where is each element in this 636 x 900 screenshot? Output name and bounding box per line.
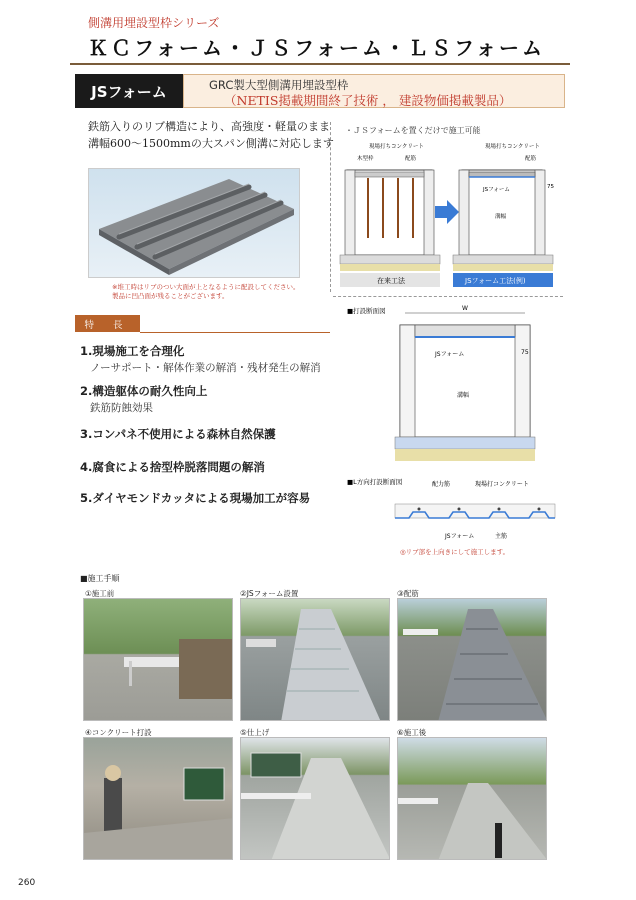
feature-4-title: 4.腐食による捨型枠脱落問題の解消 [80,460,265,474]
long-concrete: 現場打コンクリート [475,481,529,488]
comparison-diagram [335,138,560,293]
product-subtitle: GRC製大型側溝用埋設型枠 [209,78,349,92]
diagram-top-caption: ・ＪＳフォームを置くだけで施工可能 [345,126,481,135]
photo-note-2: 製品に凹凸面が残ることがございます。 [112,292,229,300]
steps-heading: ■施工手順 [80,574,120,583]
step-6-label: ⑥施工後 [397,728,427,737]
caption-conventional: 在来工法 [377,277,405,285]
features-heading: 特 長 [75,315,140,332]
divider-vertical [330,122,331,292]
long-title: ■L方向打設断面図 [347,478,403,486]
longitudinal-diagram [345,476,565,561]
intro-line-2: 溝幅600～1500mmの大スパン側溝に対応します [88,137,334,150]
step-1-photo [83,598,233,721]
feature-2-sub: 鉄筋防蝕効果 [90,402,153,414]
diagram-right-width: 溝幅 [495,214,507,220]
intro-line-1: 鉄筋入りのリブ構造により、高強度・軽量のまま [88,120,330,133]
diagram-left-wood: 木型枠 [357,156,374,162]
diagram-left-concrete: 現場打ちコンクリート [369,144,424,150]
series-title: 側溝用埋設型枠シリーズ [88,16,220,30]
product-badge: JSフォーム [75,74,183,108]
features-rule [140,332,330,333]
long-rebar: 配力筋 [432,481,451,488]
product-photo [88,168,300,278]
step-6-photo [397,737,547,860]
step-5-label: ⑤仕上げ [240,728,270,737]
diagram-right-concrete: 現場打ちコンクリート [485,144,540,150]
netis-note: （NETIS掲載期間終了技術 ， 建設物価掲載製品） [224,93,512,108]
section-form: JSフォーム [435,351,465,358]
step-2-photo [240,598,390,721]
diagram-right-form: JSフォーム [483,187,510,193]
product-header-box [183,74,565,108]
photo-note-1: ※堆工時はリブのつい大面が上となるように配設してください。 [112,283,300,291]
step-3-photo [397,598,547,721]
section-depth: 75 [521,349,529,356]
long-note: ◎リブ部を上向きにして施工します。 [400,548,510,556]
feature-2-title: 2.構造躯体の耐久性向上 [80,384,208,398]
page-title: ＫＣフォーム・ＪＳフォーム・ＬＳフォーム [88,36,545,60]
section-w: W [462,305,468,312]
step-1-label: ①施工前 [85,589,115,598]
section-diagram [345,305,565,470]
feature-5-title: 5.ダイヤモンドカッタによる現場加工が容易 [80,491,311,505]
step-4-photo [83,737,233,860]
step-5-photo [240,737,390,860]
feature-1-title: 1.現場施工を合理化 [80,344,185,358]
step-3-label: ③配筋 [397,589,419,598]
caption-jsform: JSフォーム工法(例) [465,277,526,285]
feature-1-sub: ノーサポート・解体作業の解消・残材発生の解消 [90,362,321,374]
long-form: JSフォーム [445,533,475,540]
title-divider [70,63,570,65]
step-2-label: ②JSフォーム設置 [240,589,299,598]
step-4-label: ④コンクリート打設 [85,728,152,737]
page-number: 260 [18,878,36,888]
section-title: ■打設断面図 [347,307,386,315]
diagram-right-depth: 75 [547,184,554,190]
long-main: 主筋 [495,533,508,540]
feature-3-title: 3.コンパネ不使用による森林自然保護 [80,427,276,441]
divider-horizontal [333,296,563,297]
section-width: 溝幅 [457,392,470,399]
diagram-left-rebar: 配筋 [405,156,417,162]
diagram-right-rebar: 配筋 [525,156,537,162]
